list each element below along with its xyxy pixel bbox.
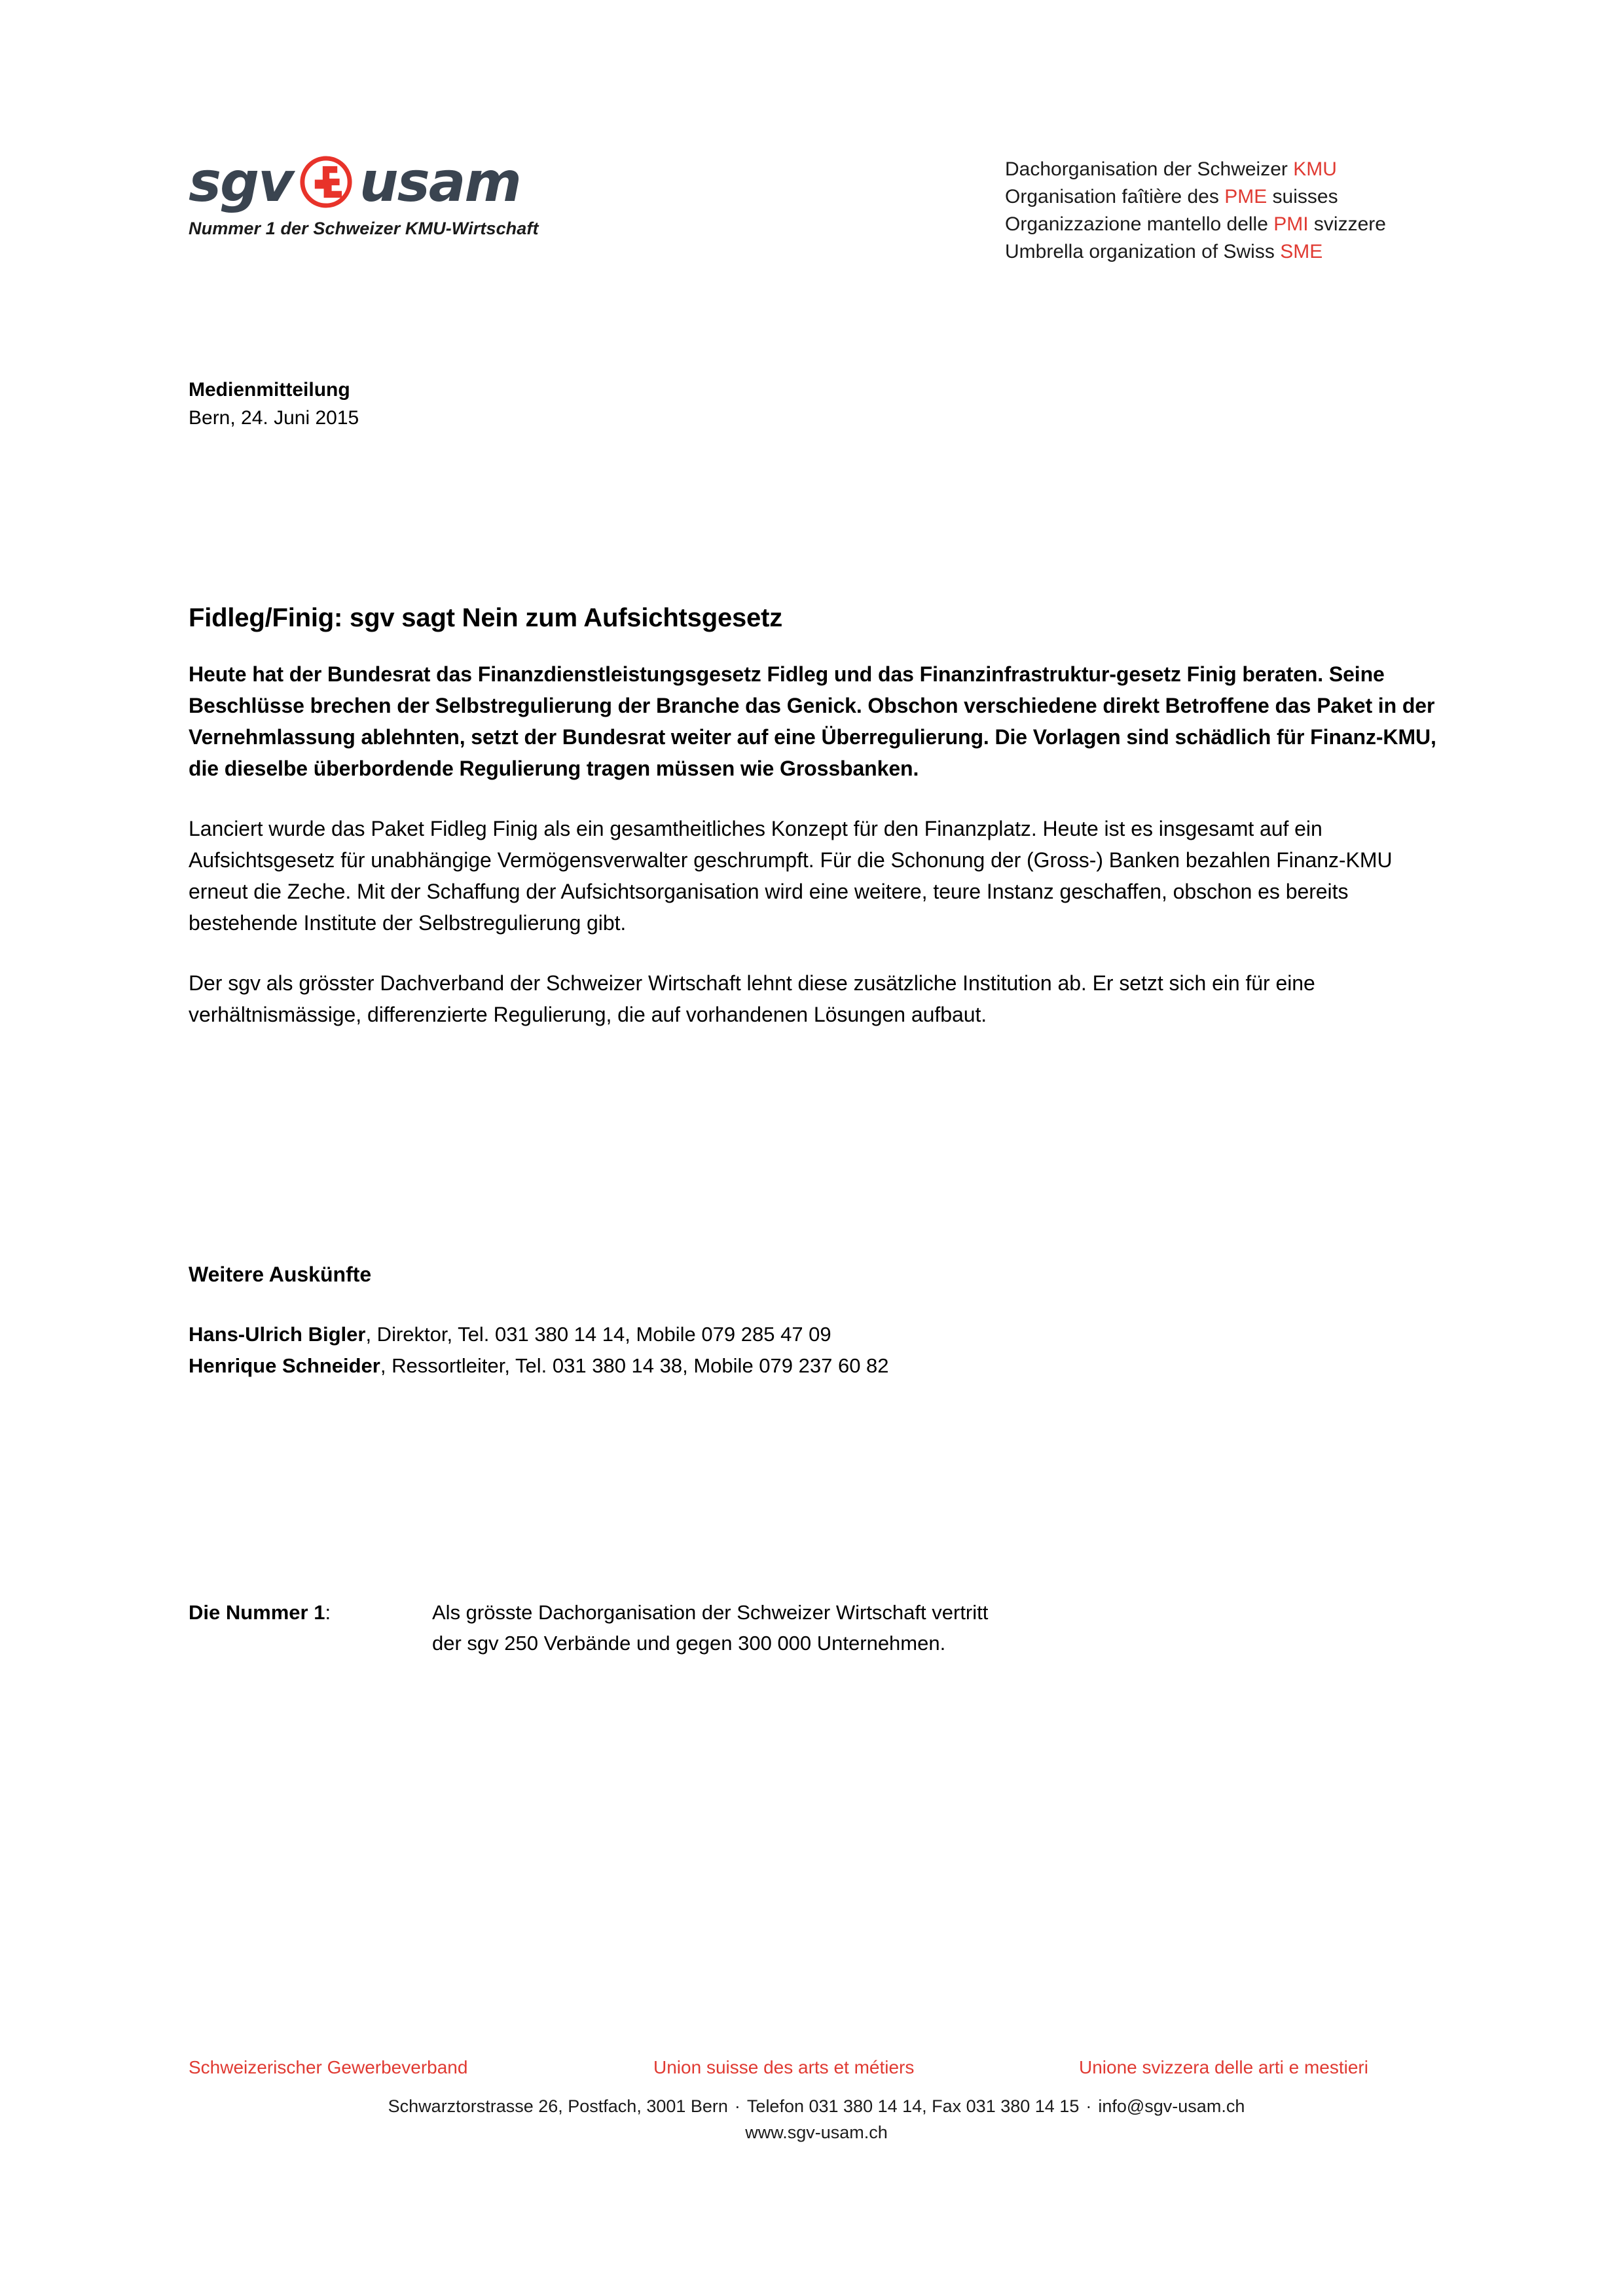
footer-website: www.sgv-usam.ch	[745, 2123, 888, 2142]
page-title: Fidleg/Finig: sgv sagt Nein zum Aufsichtsgesetz	[189, 603, 783, 632]
footer-separator: ·	[734, 2096, 740, 2116]
logo	[189, 152, 542, 239]
footer-org-names	[189, 2055, 1444, 2085]
document-body	[189, 601, 1444, 1030]
contact-row	[189, 1319, 1444, 1350]
document-meta	[189, 376, 359, 432]
contacts-heading: Weitere Auskünfte	[189, 1263, 372, 1286]
contact-details: , Direktor, Tel. 031 380 14 14, Mobile 079 285 47 09	[365, 1323, 831, 1346]
logo-tagline: Nummer 1 der Schweizer KMU-Wirtschaft	[189, 219, 539, 238]
acronym-kmu: KMU	[1293, 158, 1337, 180]
contact-name: Henrique Schneider	[189, 1354, 380, 1377]
footer-org-fr: Union suisse des arts et métiers	[653, 2057, 915, 2077]
acronym-pmi: PMI	[1273, 213, 1309, 235]
header-lang-en: Umbrella organization of Swiss SME	[1005, 241, 1323, 262]
footer-org-de: Schweizerischer Gewerbeverband	[189, 2057, 468, 2077]
logo-text-usam: usam	[359, 150, 520, 214]
boilerplate-label-suffix: :	[325, 1601, 331, 1624]
body-paragraph-1: Lanciert wurde das Paket Fidleg Finig als ein gesamtheitliches Konzept für den Finanzplatz. Heute ist es insgesamt auf ein Aufsichtsgesetz für unabhängige Vermögensverwalter geschrumpft. Für die Schonung der (Gross-) Banken bezahlen Finanz-KMU erneut die Zeche. Mit der Schaffung der Aufsichtsorganisation wird eine weitere, teure Instanz geschaffen, obschon es bereits bestehende Institute der Selbstregulierung gibt.	[189, 817, 1393, 935]
page-header	[0, 0, 1623, 281]
page-footer	[189, 2055, 1444, 2145]
acronym-pme: PME	[1224, 186, 1267, 207]
lead-paragraph: Heute hat der Bundesrat das Finanzdienstleistungsgesetz Fidleg und das Finanzinfrastruktur-gesetz Finig beraten. Seine Beschlüsse brechen der Selbstregulierung der Branche das Genick. Obschon verschiedene direkt Betroffene das Paket in der Vernehmlassung ablehnten, setzt der Bundesrat weiter auf eine Überregulierung. Die Vorlagen sind schädlich für Finanz-KMU, die dieselbe überbordende Regulierung tragen müssen wie Grossbanken.	[189, 662, 1436, 780]
contact-row	[189, 1350, 1444, 1382]
logo-text-sgv: sgv	[189, 150, 293, 214]
header-lang-de: Dachorganisation der Schweizer KMU	[1005, 158, 1337, 180]
contact-name: Hans-Ulrich Bigler	[189, 1323, 366, 1346]
footer-org-it: Unione svizzera delle arti e mestieri	[1079, 2057, 1368, 2077]
footer-address: Schwarztorstrasse 26, Postfach, 3001 Bern	[388, 2096, 728, 2116]
footer-email: info@sgv-usam.ch	[1098, 2096, 1245, 2116]
footer-contact-line	[189, 2093, 1444, 2145]
boilerplate-label-text: Die Nummer 1	[189, 1601, 325, 1624]
boilerplate-section	[189, 1597, 1444, 1659]
header-lang-fr: Organisation faîtière des PME suisses	[1005, 186, 1338, 207]
document-dateline: Bern, 24. Juni 2015	[189, 407, 359, 429]
header-language-lines	[1005, 156, 1386, 266]
acronym-sme: SME	[1280, 241, 1323, 262]
boilerplate-text	[432, 1597, 1444, 1659]
contacts-section	[189, 1260, 1444, 1382]
document-kicker: Medienmitteilung	[189, 379, 350, 401]
body-paragraph-2: Der sgv als grösster Dachverband der Schweizer Wirtschaft lehnt diese zusätzliche Institution ab. Er setzt sich ein für eine verhältnismässige, differenzierte Regulierung, die auf vorhandenen Lösungen aufbaut.	[189, 971, 1315, 1026]
sgv-circle-cross-icon	[298, 154, 354, 210]
footer-phone: Telefon 031 380 14 14, Fax 031 380 14 15	[746, 2096, 1080, 2116]
logo-wordmark	[189, 152, 542, 212]
boilerplate-line-2: der sgv 250 Verbände und gegen 300 000 Unternehmen.	[432, 1632, 946, 1655]
header-lang-it: Organizzazione mantello delle PMI svizzere	[1005, 213, 1386, 235]
footer-separator: ·	[1085, 2096, 1092, 2116]
boilerplate-label	[189, 1597, 432, 1659]
boilerplate-line-1: Als grösste Dachorganisation der Schweizer Wirtschaft vertritt	[432, 1601, 989, 1624]
contact-details: , Ressortleiter, Tel. 031 380 14 38, Mobile 079 237 60 82	[380, 1354, 889, 1377]
